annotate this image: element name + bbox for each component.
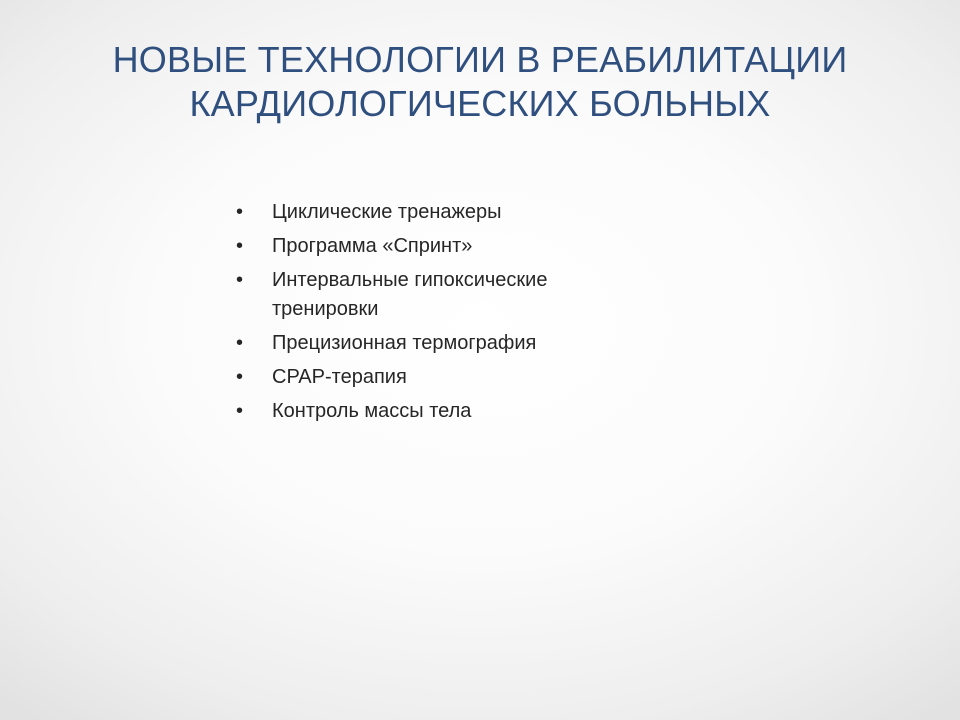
bullet-text: Контроль массы тела (272, 400, 472, 422)
bullet-icon: • (236, 366, 244, 388)
bullet-icon: • (236, 235, 244, 257)
bullet-item-cpap-therapy (230, 363, 650, 392)
slide-title (40, 38, 920, 126)
bullet-item-hypoxic-training (230, 266, 650, 324)
bullet-icon: • (236, 400, 244, 422)
bullet-item-cyclic-trainers (230, 198, 650, 227)
bullet-text: Прецизионная термография (272, 332, 537, 354)
bullet-icon: • (236, 332, 244, 354)
bullet-item-sprint-program (230, 232, 650, 261)
slide-title-line-1: НОВЫЕ ТЕХНОЛОГИИ В РЕАБИЛИТАЦИИ (112, 39, 848, 80)
bullet-text: Циклические тренажеры (272, 201, 502, 223)
bullet-icon: • (236, 269, 244, 291)
bullet-list (230, 198, 650, 431)
bullet-text: Программа «Спринт» (272, 235, 473, 257)
bullet-text: Интервальные гипоксические тренировки (272, 269, 548, 320)
bullet-icon: • (236, 201, 244, 223)
slide-title-line-2: КАРДИОЛОГИЧЕСКИХ БОЛЬНЫХ (189, 83, 771, 124)
bullet-item-thermography (230, 329, 650, 358)
bullet-text: CPAP-терапия (272, 366, 407, 388)
bullet-item-weight-control (230, 397, 650, 426)
